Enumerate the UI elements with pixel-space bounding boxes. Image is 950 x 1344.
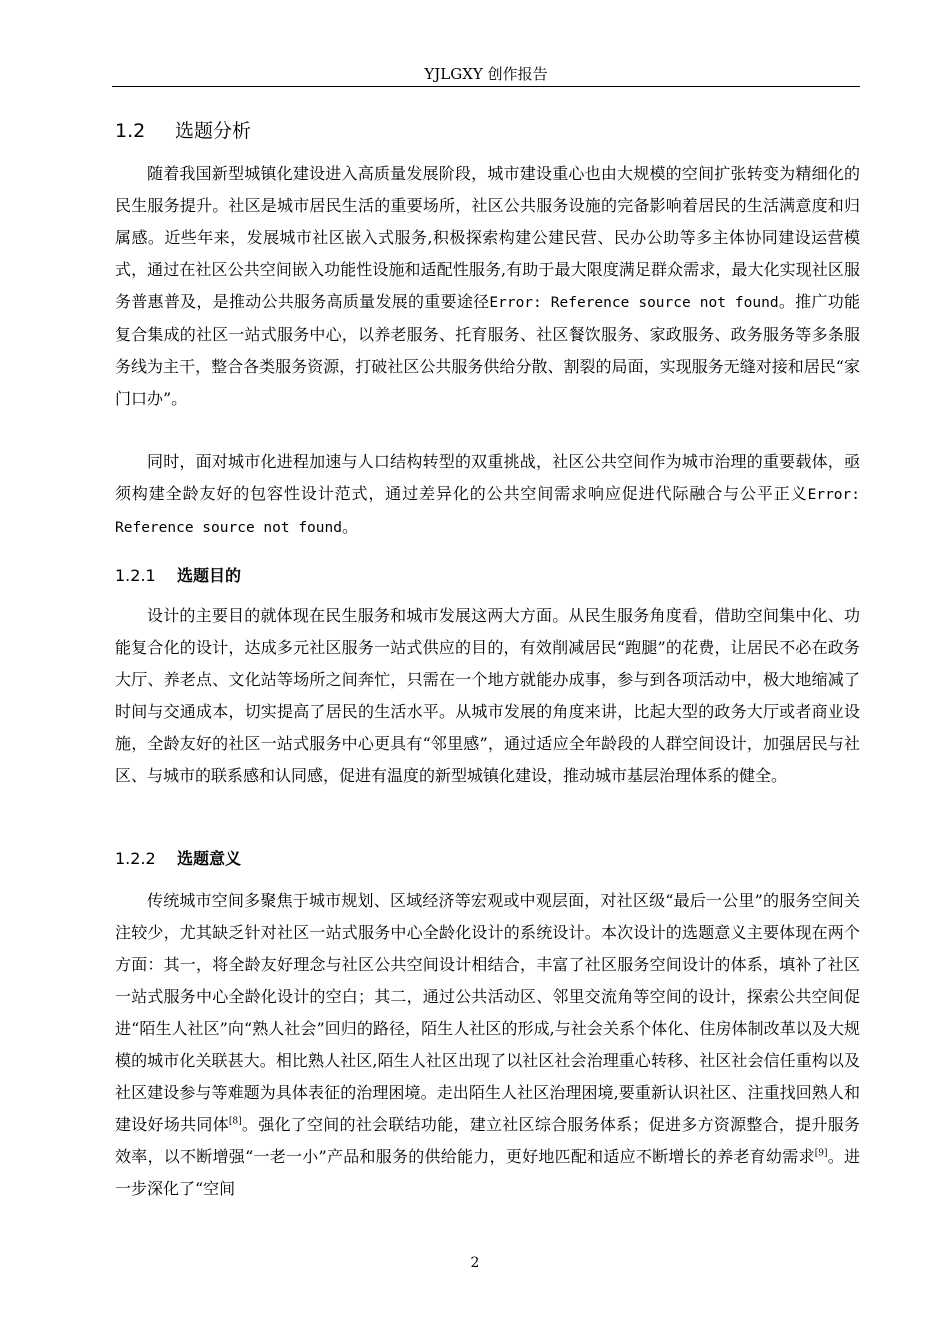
intro-paragraph-1-text-b: 。推广功能复合集成的社区一站式服务中心，以养老服务、托育服务、社区餐饮服务、家政服务、政务服务等多条服务线为主干，整合各类服务资源，打破社区公共服务供给分散、割裂的局面，实现服务无缝对接和居民“家门口办”。 — [115, 292, 860, 408]
intro-paragraph-1-reference-error: Error: Reference source not found — [489, 295, 779, 311]
subsection-heading-purpose — [115, 564, 241, 588]
significance-text-c: 。进一步深化了“空间 — [115, 1147, 860, 1198]
subsection-title-significance: 选题意义 — [177, 849, 242, 868]
subsection-number-purpose: 1.2.1 — [115, 566, 156, 585]
section-number: 1.2 — [115, 120, 146, 142]
header-rule — [112, 86, 860, 87]
citation-9: [9] — [814, 1148, 828, 1159]
intro-paragraph-2 — [115, 446, 860, 544]
section-title: 选题分析 — [175, 120, 252, 142]
subsection-number-significance: 1.2.2 — [115, 849, 156, 868]
running-header: YJLGXY 创作报告 — [424, 65, 548, 83]
subsection-title-purpose: 选题目的 — [177, 566, 242, 585]
citation-8: [8] — [228, 1116, 242, 1127]
section-heading — [115, 117, 251, 145]
intro-paragraph-2-text-b: 。 — [341, 517, 358, 536]
intro-paragraph-2-reference-error: Error: Reference source not found — [115, 487, 860, 536]
significance-text-a: 传统城市空间多聚焦于城市规划、区域经济等宏观或中观层面，对社区级“最后一公里”的服务空间关注较少，尤其缺乏针对社区一站式服务中心全龄化设计的系统设计。本次设计的选题意义主要体现在两个方面：其一，将全龄友好理念与社区公共空间设计相结合，丰富了社区服务空间设计的体系，填补了社区一站式服务中心全龄化设计的空白；其二，通过公共活动区、邻里交流角等空间的设计，探索公共空间促进“陌生人社区”向“熟人社会”回归的路径，陌生人社区的形成,与社会关系个体化、住房体制改革以及大规模的城市化关联甚大。相比熟人社区,陌生人社区出现了以社区社会治理重心转移、社区社会信任重构以及社区建设参与等难题为具体表征的治理困境。走出陌生人社区治理困境,要重新认识社区、注重找回熟人和建设好场共同体 — [115, 891, 860, 1134]
significance-text-b: 。强化了空间的社会联结功能，建立社区综合服务体系；促进多方资源整合，提升服务效率，以不断增强“一老一小”产品和服务的供给能力，更好地匹配和适应不断增长的养老育幼需求 — [115, 1115, 860, 1166]
intro-paragraph-2-text-a: 同时，面对城市化进程加速与人口结构转型的双重挑战，社区公共空间作为城市治理的重要载体，亟须构建全龄友好的包容性设计范式，通过差异化的公共空间需求响应促进代际融合与公平正义 — [115, 452, 860, 503]
intro-paragraph-1-text-a: 随着我国新型城镇化建设进入高质量发展阶段，城市建设重心也由大规模的空间扩张转变为精细化的民生服务提升。社区是城市居民生活的重要场所，社区公共服务设施的完备影响着居民的生活满意度和归属感。近些年来，发展城市社区嵌入式服务,积极探索构建公建民营、民办公助等多主体协同建设运营模式，通过在社区公共空间嵌入功能性设施和适配性服务,有助于最大限度满足群众需求，最大化实现社区服务普惠普及，是推动公共服务高质量发展的重要途径 — [115, 164, 860, 311]
page-number: 2 — [470, 1255, 480, 1271]
subsection-heading-significance — [115, 847, 241, 871]
purpose-paragraph: 设计的主要目的就体现在民生服务和城市发展这两大方面。从民生服务角度看，借助空间集中化、功能复合化的设计，达成多元社区服务一站式供应的目的，有效削减居民“跑腿”的花费，让居民不必在政务大厅、养老点、文化站等场所之间奔忙，只需在一个地方就能办成事，参与到各项活动中，极大地缩减了时间与交通成本，切实提高了居民的生活水平。从城市发展的角度来讲，比起大型的政务大厅或者商业设施，全龄友好的社区一站式服务中心更具有“邻里感”，通过适应全年龄段的人群空间设计，加强居民与社区、与城市的联系感和认同感，促进有温度的新型城镇化建设，推动城市基层治理体系的健全。 — [115, 606, 860, 785]
significance-paragraph — [115, 885, 860, 1205]
intro-paragraph-1 — [115, 158, 860, 415]
